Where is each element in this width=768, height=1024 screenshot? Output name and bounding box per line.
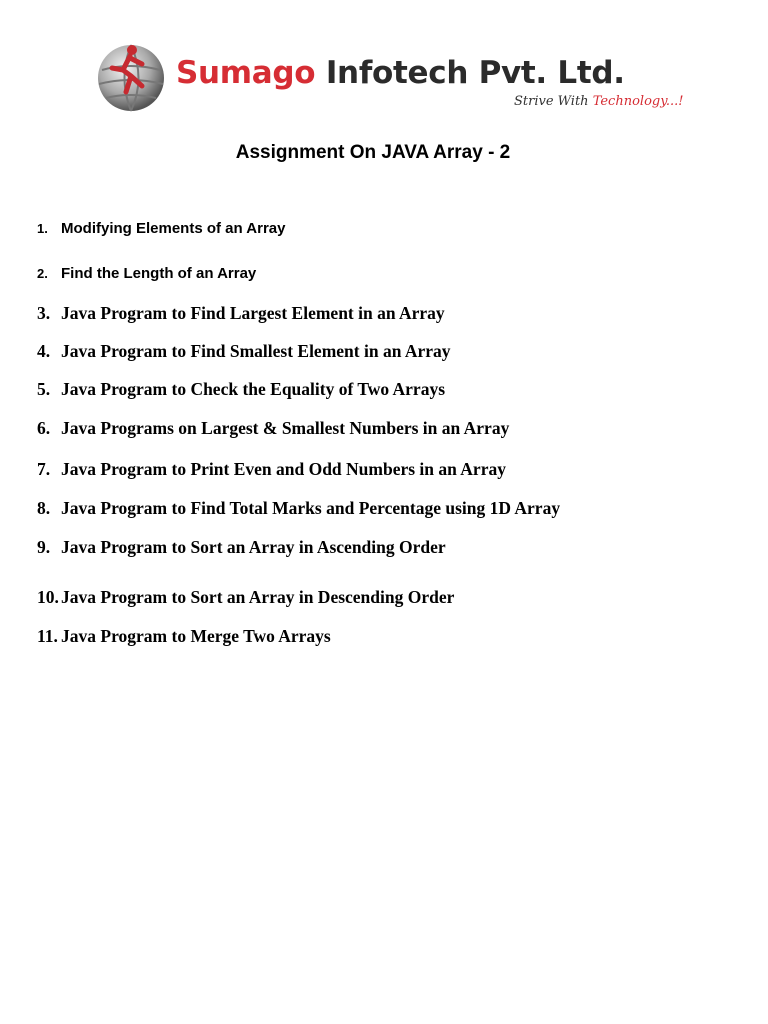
globe-with-runner-icon	[96, 40, 166, 114]
list-item	[37, 536, 446, 558]
item-number: 10.	[37, 587, 59, 607]
item-text: Java Program to Sort an Array in Ascending Order	[61, 537, 446, 557]
item-text: Java Program to Find Smallest Element in an Array	[61, 341, 451, 361]
item-text: Java Program to Merge Two Arrays	[61, 626, 331, 646]
tagline-prefix: Strive With	[514, 94, 593, 109]
item-number: 11.	[37, 626, 58, 646]
company-tagline	[514, 94, 683, 110]
item-text: Java Program to Find Largest Element in an Array	[61, 303, 445, 323]
item-number: 9.	[37, 537, 51, 557]
company-name	[176, 54, 625, 92]
brand-secondary: Infotech Pvt. Ltd.	[325, 55, 625, 91]
item-number: 5.	[37, 379, 51, 399]
item-text: Modifying Elements of an Array	[61, 220, 286, 237]
page-title: Assignment On JAVA Array - 2	[235, 142, 511, 163]
item-text: Java Programs on Largest & Smallest Numbers in an Array	[61, 418, 510, 438]
item-number: 8.	[37, 498, 51, 518]
list-item	[37, 219, 285, 239]
list-item	[37, 458, 506, 480]
list-item	[37, 302, 445, 324]
company-header	[96, 40, 696, 118]
list-item	[37, 340, 451, 362]
item-number: 7.	[37, 459, 51, 479]
brand-primary: Sumago	[176, 55, 316, 91]
item-number: 2.	[37, 266, 48, 281]
item-number: 6.	[37, 418, 51, 438]
list-item	[37, 264, 256, 284]
tagline-suffix: Technology...!	[592, 94, 684, 109]
item-number: 4.	[37, 341, 51, 361]
list-item	[37, 625, 331, 647]
item-text: Java Program to Sort an Array in Descending Order	[61, 587, 455, 607]
list-item	[37, 586, 454, 608]
list-item	[37, 378, 445, 400]
item-number: 1.	[37, 221, 48, 236]
item-text: Java Program to Check the Equality of Two Arrays	[61, 379, 446, 399]
list-item	[37, 417, 509, 439]
item-text: Find the Length of an Array	[61, 265, 257, 282]
item-number: 3.	[37, 303, 51, 323]
list-item	[37, 497, 560, 519]
item-text: Java Program to Print Even and Odd Numbers in an Array	[61, 459, 506, 479]
item-text: Java Program to Find Total Marks and Percentage using 1D Array	[61, 498, 561, 518]
